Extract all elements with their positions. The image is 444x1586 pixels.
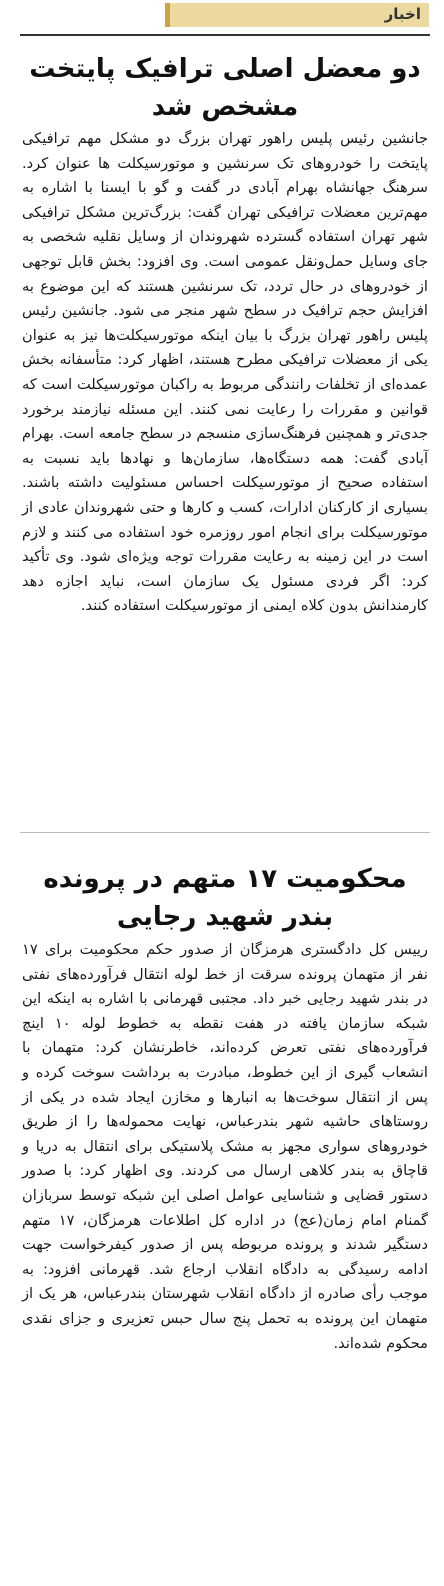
article-2-body: رییس کل دادگستری هرمزگان از صدور حکم محکومیت برای ۱۷ نفر از متهمان پرونده سرقت از خط لوله انتقال فرآورده‌های نفتی در بندر شهید رجایی خبر داد. مجتبی قهرمانی با اشاره به اینکه این شبکه سازمان یافته در هفت نقطه به خطوط لوله ۱۰ اینچ فرآورده‌های نفتی تعرض کرده‌اند، خاطرنشان کرد: متهمان با انشعاب گیری از این خطوط، مبادرت به برداشت سوخت کرده و پس از انتقال سوخت‌ها به انبارها و مخازن ایجاد شده در یکی از روستاهای حاشیه شهر بندرعباس، نهایت محموله‌ها را از طریق خودروهای سواری مجهز به مشک پلاستیکی برای انتقال به دریا و قاچاق به بندر کلاهی ارسال می کردند. وی اظهار کرد: با صدور دستور قضایی و شناسایی عوامل اصلی این شبکه توسط سربازان گمنام امام زمان(عج) در اداره کل اطلاعات هرمزگان، ۱۷ متهم دستگیر شدند و پرونده مربوطه پس از صدور کیفرخواست جهت ادامه رسیدگی به دادگاه انقلاب ارجاع شد. قهرمانی افزود: به موجب رأی صادره از دادگاه انقلاب شهرستان بندرعباس، هر یک از متهمان این پرونده به تحمل پنج سال حبس تعزیری و جزای نقدی محکوم شده‌اند. (22, 941, 428, 1352)
section-tag (165, 3, 429, 27)
article-1-headline: دو معضل اصلی ترافیک پایتخت مشخص شد (29, 54, 421, 122)
article-2-headline: محکومیت ۱۷ متهم در پرونده بندر شهید رجایی (43, 864, 407, 932)
top-divider (20, 34, 430, 36)
article-divider (20, 832, 430, 833)
article-1-body: جانشین رئیس پلیس راهور تهران بزرگ دو مشکل مهم ترافیکی پایتخت را خودروهای تک سرنشین و موتورسیکلت ها عنوان کرد. سرهنگ جهانشاه بهرام آبادی در گفت و گو با ایسنا با اشاره به مهم‌ترین معضلات ترافیکی تهران گفت: بزرگ‌ترین مشکل ترافیکی شهر تهران استفاده گسترده شهروندان از وسایل نقلیه شخصی به جای وسایل حمل‌ونقل عمومی است. وی افزود: بخش قابل توجهی از خودروهای در حال تردد، تک سرنشین هستند که این موضوع به افزایش حجم ترافیک در سطح شهر منجر می شود. جانشین رئیس پلیس راهور تهران بزرگ با بیان اینکه موتورسیکلت‌ها نیز به عنوان یکی از معضلات ترافیکی مطرح هستند، اظهار کرد: متأسفانه بخش عمده‌ای از تخلفات رانندگی مربوط به راکبان موتورسیکلت است که قوانین و مقررات را رعایت نمی کنند. این مسئله نیازمند برخورد جدی‌تر و همچنین فرهنگ‌سازی منسجم در سطح جامعه است. بهرام آبادی گفت: همه دستگاه‌ها، سازمان‌ها و نهادها باید نسبت به استفاده صحیح از موتورسیکلت احساس مسئولیت داشته باشند. بسیاری از کارکنان ادارات، کسب و کارها و حتی شهروندان عادی از موتورسیکلت برای انجام امور روزمره خود استفاده می کنند و لازم است در این زمینه به رعایت مقررات توجه ویژه‌ای شود. وی تأکید کرد: اگر فردی مسئول یک سازمان است، نباید اجازه دهد کارمندانش بدون کلاه ایمنی از موتورسیکلت استفاده کنند. (22, 130, 428, 615)
section-tag-label: اخبار (384, 5, 421, 23)
